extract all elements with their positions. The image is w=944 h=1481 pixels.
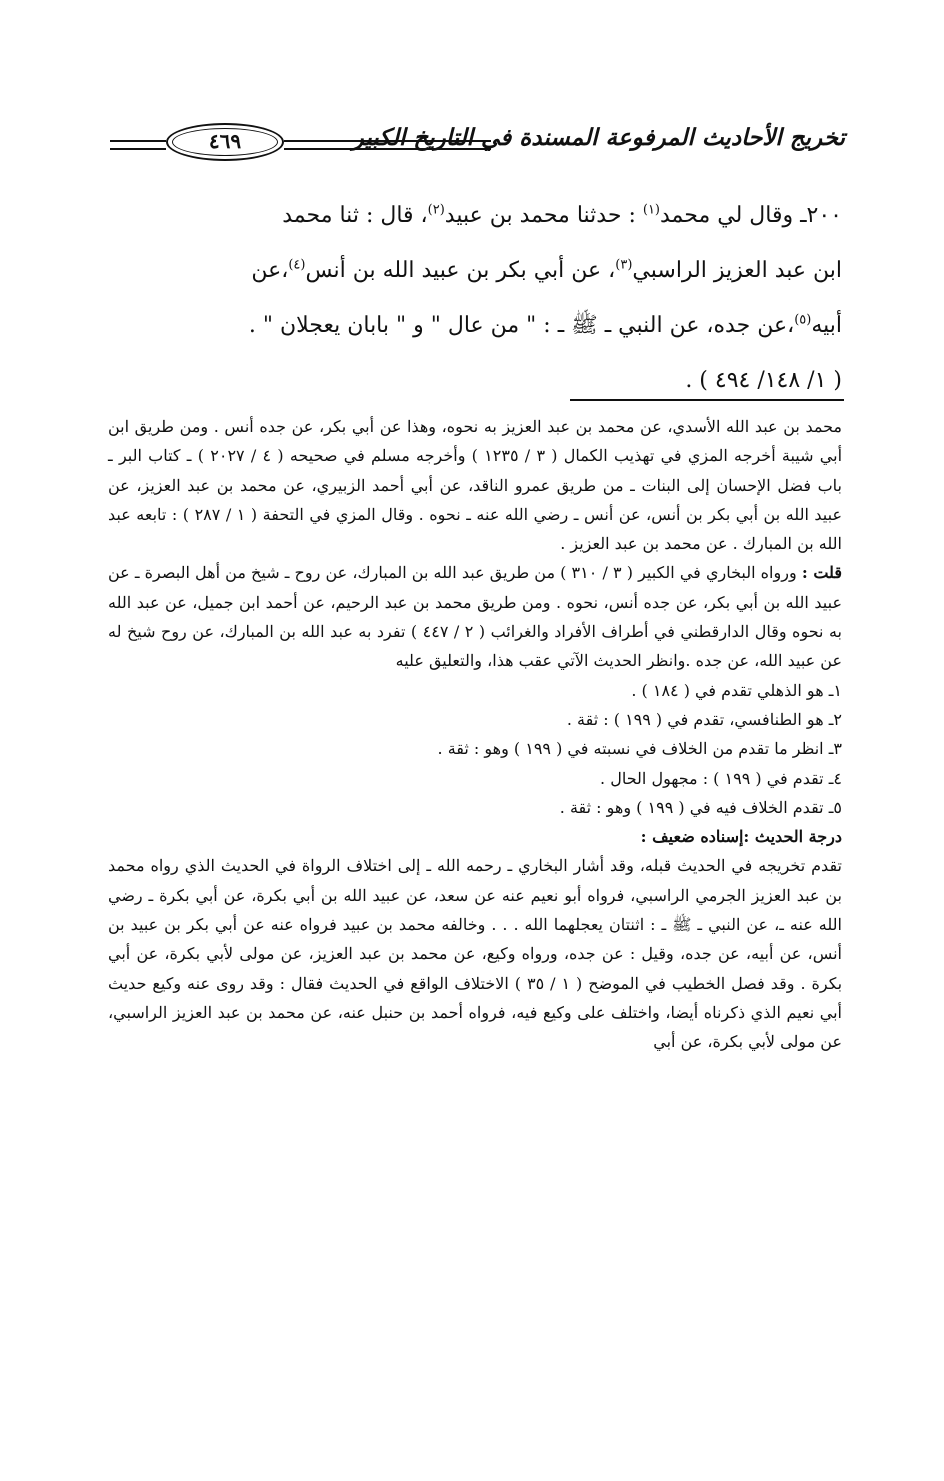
footnote-ref-5[interactable]: (٥) bbox=[794, 312, 812, 328]
footnote-separator bbox=[570, 399, 844, 401]
footnote-list bbox=[108, 676, 842, 822]
qult-text: ورواه البخاري في الكبير ( ٣ / ٣١٠ ) من طريق عبد الله بن المبارك، عن روح ـ شيخ من أهل البصرة ـ عن عبيد الله بن أبي بكر، عن جده أنس، نحوه . ومن طريق محمد بن عبد الرحيم، عن أحمد ابن جميل، عن عبد الله به نحوه وقال الدارقطني في أطراف الأفراد والغرائب ( ٢ / ٤٤٧ ) تفرد به عبد الله بن المبارك، عن روح شيخ له عن عبيد الله، عن جده .وانظر الحديث الآتي عقب هذا، والتعليق عليه bbox=[108, 563, 843, 671]
grade-heading: درجة الحديث :إسناده ضعيف : bbox=[640, 827, 842, 847]
hadith-text-segment: ، قال : ثنا محمد bbox=[282, 203, 428, 228]
hadith-number: ٢٠٠ bbox=[806, 203, 842, 228]
footnote-1: ١ـ هو الذهلي تقدم في ( ١٨٤ ) . bbox=[631, 680, 842, 700]
footnote-4: ٤ـ تقدم في ( ١٩٩ ) : مجهول الحال . bbox=[600, 768, 842, 788]
footnote-5: ٥ـ تقدم الخلاف فيه في ( ١٩٩ ) وهو : ثقة . bbox=[559, 797, 842, 817]
footnote-3: ٣ـ انظر ما تقدم من الخلاف في نسبته في ( ١٩٩ ) وهو : ثقة . bbox=[437, 739, 842, 759]
hadith-line-2 bbox=[112, 243, 842, 298]
hadith-line-3 bbox=[112, 298, 842, 353]
takhrij-paragraph: محمد بن عبد الله الأسدي، عن محمد بن عبد العزيز به نحوه، وهذا عن أبي بكر، عن جده أنس . ومن طريق ابن أبي شيبة أخرجه المزي في تهذيب الكمال ( ٣ / ١٢٣٥ ) وأخرجه مسلم في صحيحه ( ٤ / ٢٠٢٧ ) ـ كتاب البر ـ باب فضل الإحسان إلى البنات ـ من طريق عمرو الناقد، عن أبي أحمد الزبيري، عن محمد بن عبد العزيز، عن عبيد الله بن أبي بكر بن أنس، عن أنس ـ رضي الله عنه ـ نحوه . وقال المزي في التحفة ( ١ / ٢٨٧ ) : تابعه عبد الله بن المبارك . عن محمد بن عبد العزيز . bbox=[108, 417, 843, 554]
running-header bbox=[110, 118, 845, 168]
hadith-text-segment: ،عن جده، عن النبي ـ ﷺ ـ : " من عال " و " بابان يعجلان " . bbox=[248, 313, 795, 338]
book-title: تخريج الأحاديث المرفوعة المسندة في التاريخ الكبير bbox=[352, 124, 845, 151]
footnote-ref-3[interactable]: (٣) bbox=[615, 257, 633, 273]
page-number: ٤٦٩ bbox=[208, 129, 242, 153]
footnote-2: ٢ـ هو الطنافسي، تقدم في ( ١٩٩ ) : ثقة . bbox=[566, 709, 842, 729]
header-rule-left bbox=[110, 140, 166, 150]
grade-paragraph: تقدم تخريجه في الحديث قبله، وقد أشار البخاري ـ رحمه الله ـ إلى اختلاف الرواة في الحديث الذي رواه محمد بن عبد العزيز الجرمي الراسبي، فرواه أبو نعيم عنه عن سعد، عن عبيد الله بن أبي بكرة، عن أبي بكرة ـ رضي الله عنه ـ، عن النبي ـ ﷺ ـ : اثنتان يعجلهما الله . . . وخالفه محمد بن عبيد فرواه عنه عن أبي بكر بن عبيد بن أنس، عن أبيه، عن جده، وقيل : عن جده، ورواه وكيع، عن محمد بن عبد العزيز، عن مولى لأبي بكرة، عن أبي بكرة . وقد فصل الخطيب في الموضح ( ١ / ٣٥ ) الاختلاف الواقع في الحديث فقال : وقد روى عنه وكيع حديث أبي نعيم الذي ذكرناه أيضا، واختلف على وكيع فيه، فرواه أحمد بن حنبل عنه، عن محمد بن عبد العزيز الراسبي، عن مولى لأبي بكرة، عن أبي bbox=[108, 856, 843, 1052]
footnote-ref-2[interactable]: (٢) bbox=[427, 202, 445, 218]
hadith-text-segment: ،عن bbox=[251, 258, 289, 283]
qult-paragraph bbox=[108, 558, 842, 675]
hadith-line-1 bbox=[112, 188, 842, 243]
hadith-text-segment: أبيه bbox=[811, 313, 842, 338]
hadith-text-segment: ، عن أبي بكر بن عبيد الله بن أنس bbox=[305, 258, 616, 283]
footnotes-section bbox=[108, 412, 842, 1057]
hadith-text-segment: : حدثنا محمد بن عبيد bbox=[444, 203, 643, 228]
hadith-text-segment: ـ وقال لي محمد bbox=[660, 203, 807, 228]
hadith-reference: ( ١/ ١٤٨/ ٤٩٤ ) . bbox=[685, 368, 842, 393]
page-number-frame bbox=[166, 123, 284, 161]
hadith-text-segment: ابن عبد العزيز الراسبي bbox=[632, 258, 842, 283]
qult-label: قلت : bbox=[801, 563, 843, 583]
footnote-ref-1[interactable]: (١) bbox=[642, 202, 660, 218]
hadith-text bbox=[112, 188, 842, 408]
footnote-ref-4[interactable]: (٤) bbox=[288, 257, 306, 273]
